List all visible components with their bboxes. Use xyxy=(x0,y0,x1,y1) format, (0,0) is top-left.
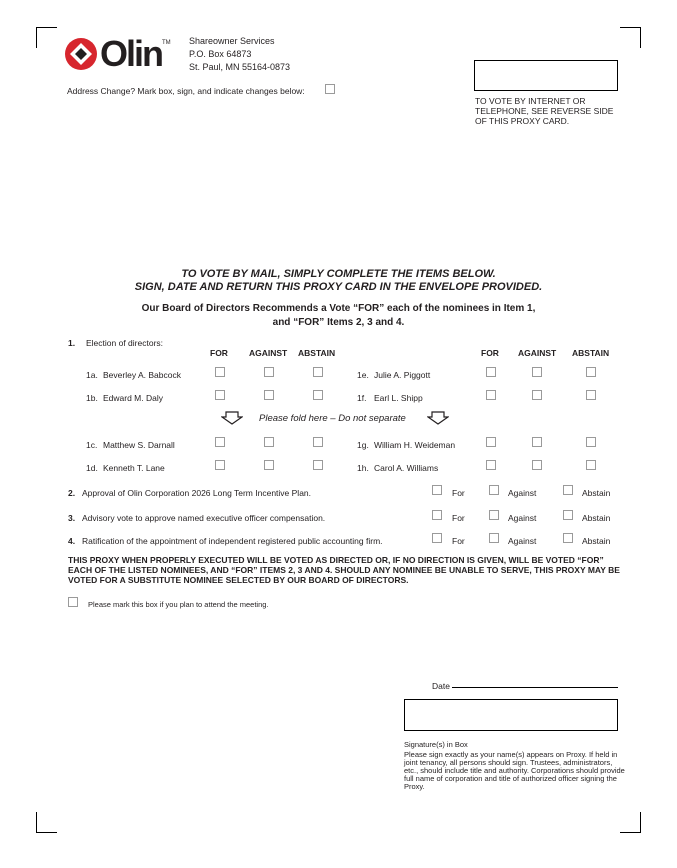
control-number-box xyxy=(474,60,618,91)
nominee-name: Kenneth T. Lane xyxy=(103,463,165,473)
vote-against-checkbox[interactable] xyxy=(532,390,542,400)
item-against-label: Against xyxy=(508,488,537,498)
crop-mark-top-right xyxy=(620,27,641,48)
nominee-name: Beverley A. Babcock xyxy=(103,370,181,380)
vote-abstain-checkbox[interactable] xyxy=(313,390,323,400)
board-recommendation-line1: Our Board of Directors Recommends a Vote “FOR” each of the nominees in Item 1, xyxy=(141,303,536,314)
item-text: Ratification of the appointment of independent registered public accounting firm. xyxy=(82,536,383,546)
nominee-name: Edward M. Daly xyxy=(103,393,163,403)
board-recommendation-line2: and “FOR” Items 2, 3 and 4. xyxy=(272,317,405,328)
address-line: Shareowner Services xyxy=(189,36,275,46)
nominee-code: 1e. xyxy=(357,370,369,380)
fold-arrow-icon xyxy=(221,411,243,425)
vote-for-checkbox[interactable] xyxy=(486,390,496,400)
vote-against-checkbox[interactable] xyxy=(532,460,542,470)
vote-against-checkbox[interactable] xyxy=(532,437,542,447)
item-for-checkbox[interactable] xyxy=(432,533,442,543)
internet-vote-note: TO VOTE BY INTERNET OR TELEPHONE, SEE REVERSE SIDE OF THIS PROXY CARD. xyxy=(475,96,614,126)
item-number: 3. xyxy=(68,513,76,523)
item-abstain-label: Abstain xyxy=(582,536,611,546)
nominee-name: Carol A. Williams xyxy=(374,463,439,473)
address-change-label: Address Change? Mark box, sign, and indicate changes below: xyxy=(67,86,305,96)
item-abstain-checkbox[interactable] xyxy=(563,485,573,495)
item-abstain-label: Abstain xyxy=(582,513,611,523)
signature-box-label: Signature(s) in Box xyxy=(404,740,468,749)
item-text: Approval of Olin Corporation 2026 Long Term Incentive Plan. xyxy=(82,488,312,498)
address-line: St. Paul, MN 55164-0873 xyxy=(189,62,291,72)
item-against-checkbox[interactable] xyxy=(489,533,499,543)
proxy-disclaimer: THIS PROXY WHEN PROPERLY EXECUTED WILL BE VOTED AS DIRECTED OR, IF NO DIRECTION IS GIVEN, WILL BE VOTED “FOR” EACH OF THE LISTED NOMINEES, AND “FOR” ITEMS 2, 3 AND 4. SHOULD ANY NOMINEE BE UNABLE TO SERVE, THIS PROXY MAY BE VOTED FOR A SUBSTITUTE NOMINEE SELECTED BY OUR BOARD OF DIRECTORS. xyxy=(68,555,620,585)
vote-for-checkbox[interactable] xyxy=(215,390,225,400)
col-header-abstain: ABSTAIN xyxy=(572,348,610,358)
nominee-name: Julie A. Piggott xyxy=(374,370,431,380)
vote-for-checkbox[interactable] xyxy=(486,437,496,447)
date-label: Date xyxy=(432,681,450,691)
vote-against-checkbox[interactable] xyxy=(532,367,542,377)
vote-abstain-checkbox[interactable] xyxy=(313,367,323,377)
olin-logo-mark-icon xyxy=(64,37,98,71)
crop-mark-top-left xyxy=(36,27,57,48)
vote-against-checkbox[interactable] xyxy=(264,437,274,447)
vote-abstain-checkbox[interactable] xyxy=(586,460,596,470)
fold-instruction: Please fold here – Do not separate xyxy=(259,413,406,424)
item-number: 4. xyxy=(68,536,76,546)
crop-mark-bottom-right xyxy=(620,812,641,833)
vote-abstain-checkbox[interactable] xyxy=(313,460,323,470)
nominee-code: 1d. xyxy=(86,463,98,473)
mail-instructions-line1: TO VOTE BY MAIL, SIMPLY COMPLETE THE ITEMS BELOW. xyxy=(181,268,496,280)
vote-against-checkbox[interactable] xyxy=(264,367,274,377)
vote-abstain-checkbox[interactable] xyxy=(586,390,596,400)
nominee-name: Earl L. Shipp xyxy=(374,393,423,403)
fold-arrow-icon xyxy=(427,411,449,425)
col-header-against: AGAINST xyxy=(249,348,288,358)
item-against-label: Against xyxy=(508,513,537,523)
item-abstain-label: Abstain xyxy=(582,488,611,498)
vote-against-checkbox[interactable] xyxy=(264,390,274,400)
vote-for-checkbox[interactable] xyxy=(486,460,496,470)
olin-logo xyxy=(64,34,176,74)
vote-abstain-checkbox[interactable] xyxy=(313,437,323,447)
vote-for-checkbox[interactable] xyxy=(215,460,225,470)
col-header-for: FOR xyxy=(210,348,228,358)
address-change-checkbox[interactable] xyxy=(325,84,335,94)
item-number: 2. xyxy=(68,488,76,498)
address-line: P.O. Box 64873 xyxy=(189,49,252,59)
col-header-abstain: ABSTAIN xyxy=(298,348,336,358)
item-for-label: For xyxy=(452,488,465,498)
col-header-against: AGAINST xyxy=(518,348,557,358)
crop-mark-bottom-left xyxy=(36,812,57,833)
mail-instructions-line2: SIGN, DATE AND RETURN THIS PROXY CARD IN THE ENVELOPE PROVIDED. xyxy=(134,281,543,293)
item-against-label: Against xyxy=(508,536,537,546)
item1-label: Election of directors: xyxy=(86,338,164,348)
logo-trademark: TM xyxy=(162,40,171,46)
signature-box[interactable] xyxy=(404,699,618,731)
item-abstain-checkbox[interactable] xyxy=(563,510,573,520)
nominee-code: 1h. xyxy=(357,463,369,473)
date-line-field[interactable] xyxy=(452,687,618,688)
signature-instructions: Please sign exactly as your name(s) appears on Proxy. If held in joint tenancy, all persons should sign. Trustees, administrators, etc., should include title and authority. Corporations should provide full name of corporation and title of authorized officer signing the Proxy. xyxy=(404,750,625,791)
vote-abstain-checkbox[interactable] xyxy=(586,437,596,447)
item-abstain-checkbox[interactable] xyxy=(563,533,573,543)
item-for-checkbox[interactable] xyxy=(432,510,442,520)
shareowner-address xyxy=(189,35,290,74)
nominee-code: 1c. xyxy=(86,440,98,450)
nominee-code: 1g. xyxy=(357,440,369,450)
vote-for-checkbox[interactable] xyxy=(215,367,225,377)
nominee-code: 1f. xyxy=(357,393,367,403)
nominee-code: 1b. xyxy=(86,393,98,403)
attend-meeting-label: Please mark this box if you plan to attend the meeting. xyxy=(88,600,269,609)
olin-logo-text: Olin xyxy=(100,33,162,74)
vote-for-checkbox[interactable] xyxy=(215,437,225,447)
nominee-name: William H. Weideman xyxy=(374,440,456,450)
col-header-for: FOR xyxy=(481,348,499,358)
nominee-code: 1a. xyxy=(86,370,98,380)
nominee-name: Matthew S. Darnall xyxy=(103,440,175,450)
item-for-checkbox[interactable] xyxy=(432,485,442,495)
attend-meeting-checkbox[interactable] xyxy=(68,597,78,607)
item1-number: 1. xyxy=(68,338,76,348)
vote-against-checkbox[interactable] xyxy=(264,460,274,470)
vote-for-checkbox[interactable] xyxy=(486,367,496,377)
vote-abstain-checkbox[interactable] xyxy=(586,367,596,377)
item-text: Advisory vote to approve named executive officer compensation. xyxy=(82,513,326,523)
item-against-checkbox[interactable] xyxy=(489,485,499,495)
item-for-label: For xyxy=(452,513,465,523)
item-against-checkbox[interactable] xyxy=(489,510,499,520)
item-for-label: For xyxy=(452,536,465,546)
